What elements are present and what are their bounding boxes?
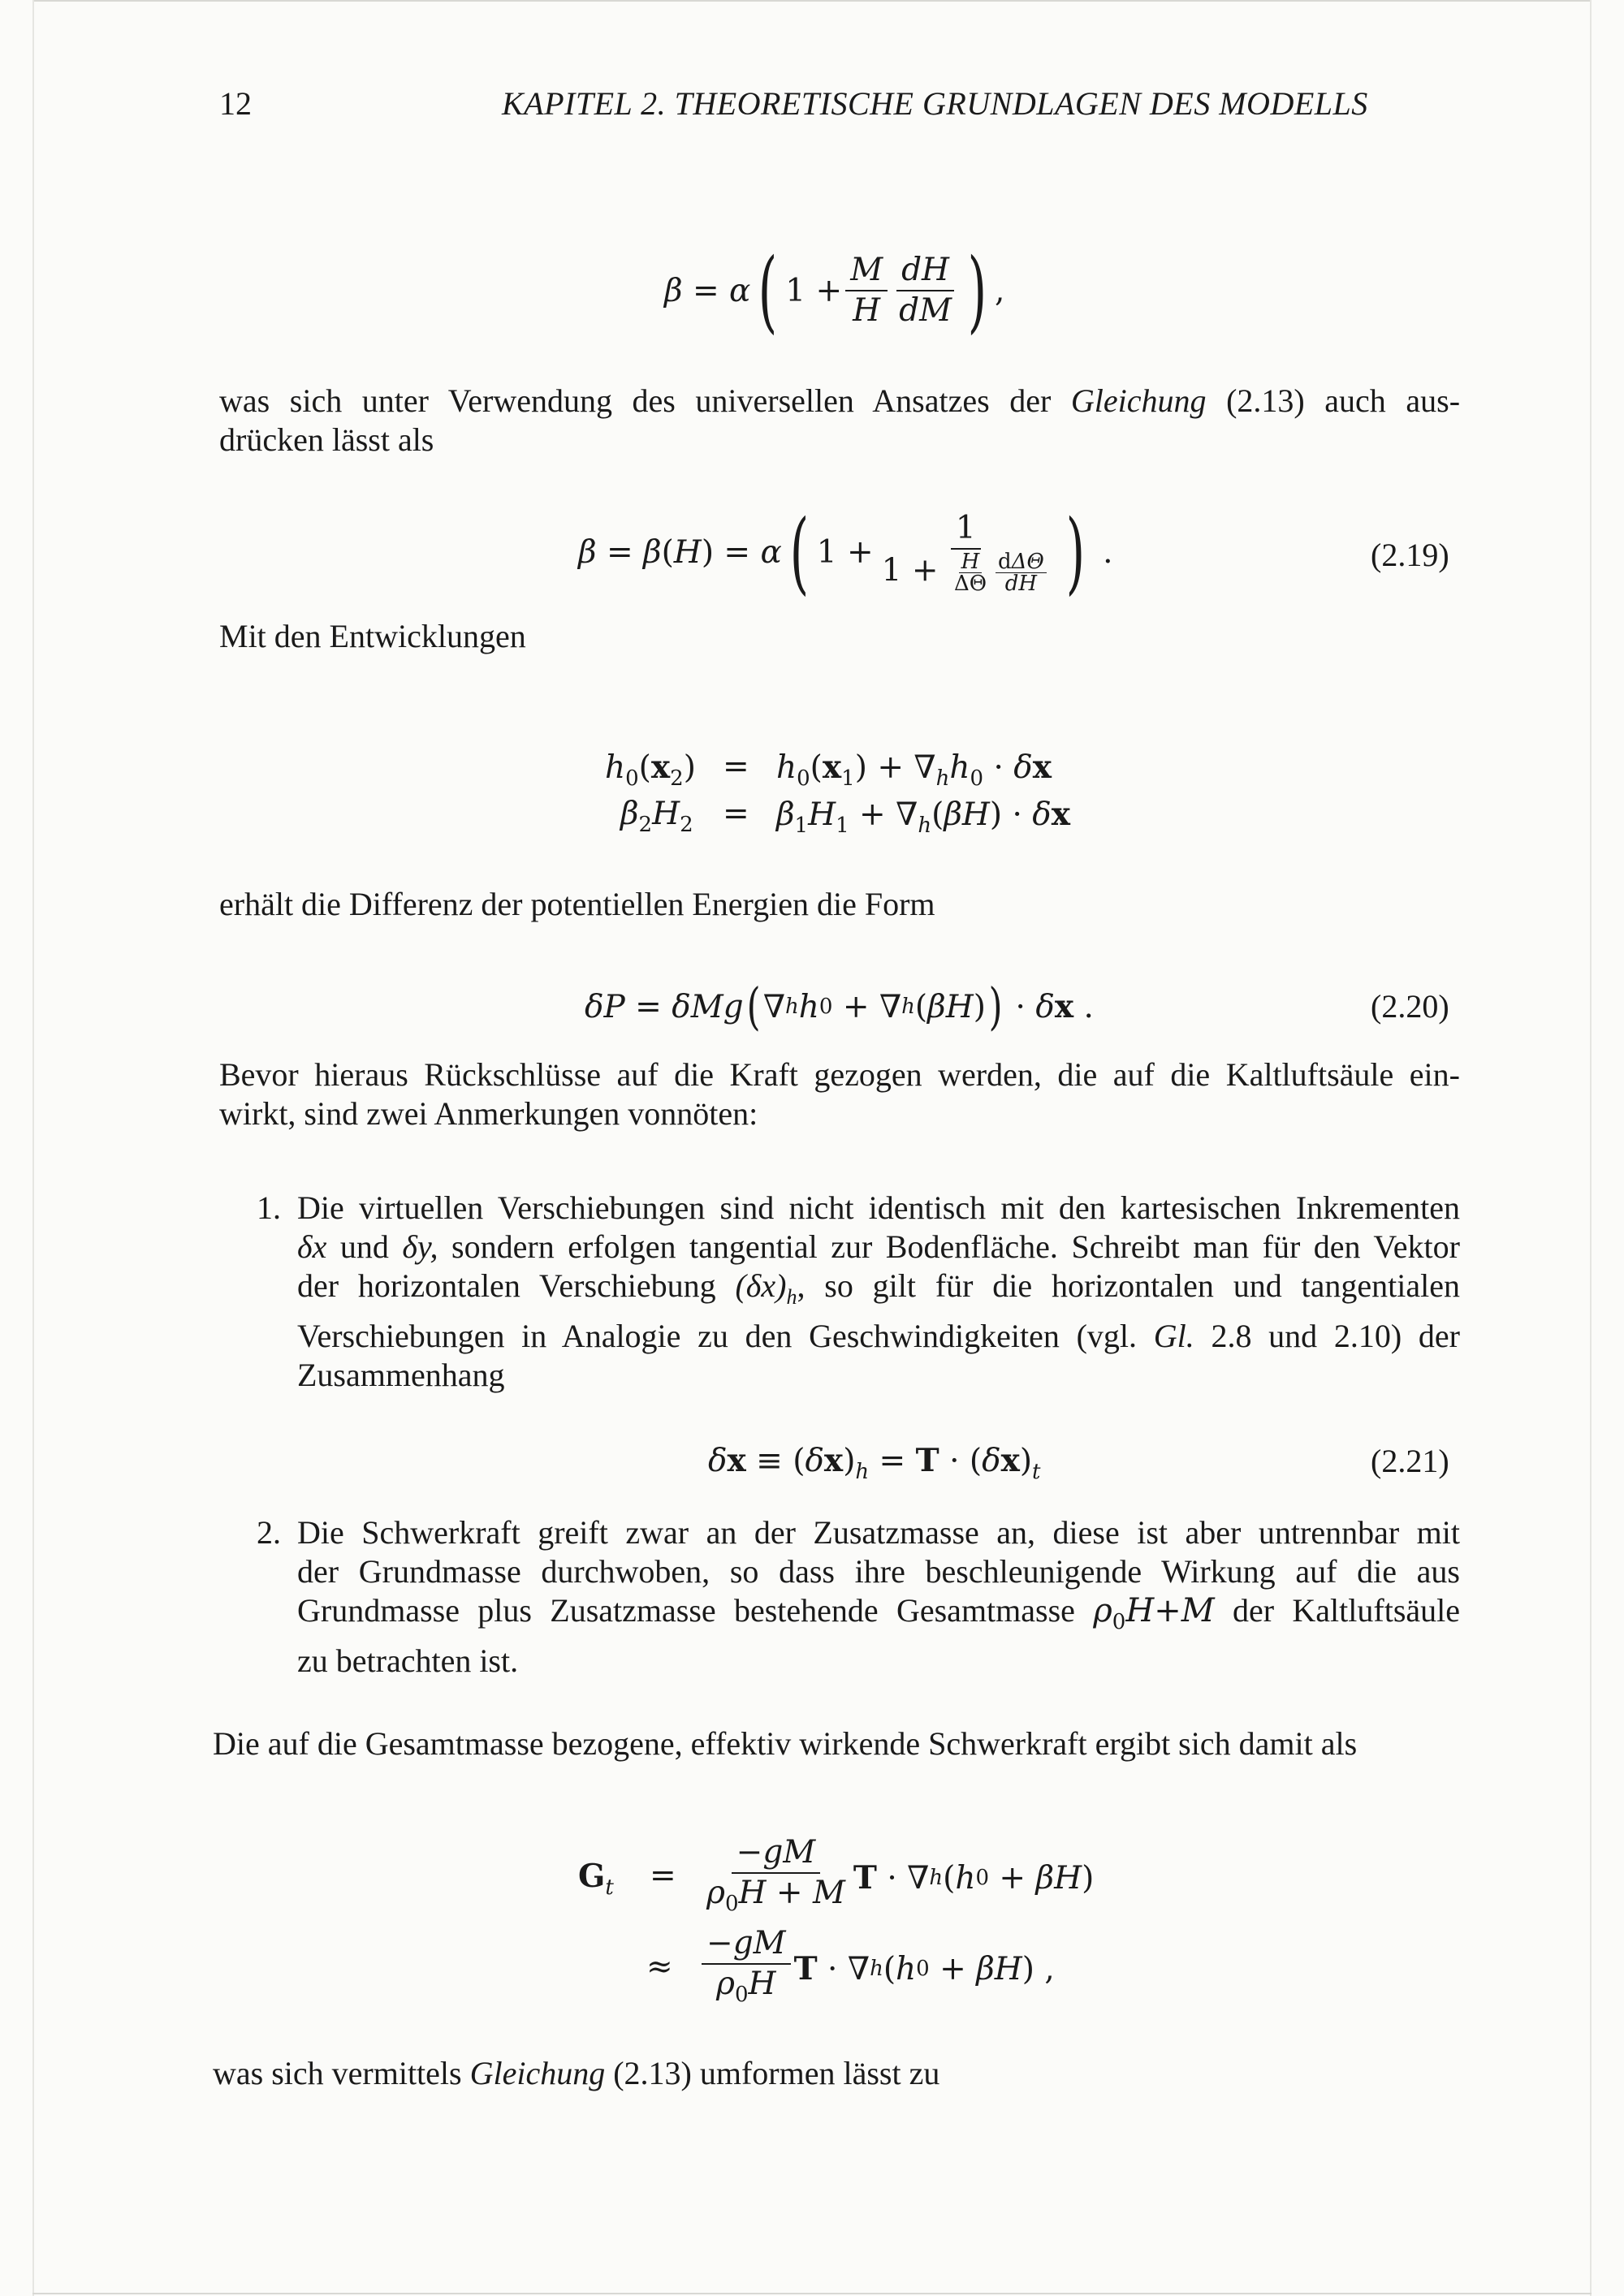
equation-gt-rhs2: $\frac{-gM}{\rho_0H}$ T · ∇ h ( h 0 + βH ) , bbox=[698, 1916, 1055, 2022]
equation-number-2-19: (2.19) bbox=[1371, 537, 1449, 573]
list-item-1: Die virtuellen Verschiebungen sind nicht identisch mit den kartesischen Inkrementen δx und δy, sondern erfolgen tangential zur Bodenfläche. Schreibt man für den Vektor der horizontalen Verschiebung $(\delta x)_h$, so gilt für die horizontalen und tangentialen Verschiebungen in Analogie zu den Geschwindigkeiten (vgl. Gl. 2.8 und 2.10) der Zusammenhang bbox=[297, 1189, 1461, 1393]
equation-gt-lhs: $G_t$ bbox=[578, 1858, 614, 1900]
equation-gt-rhs1: $\frac{-gM}{\rho_0H + M}$ T · ∇ h ( h 0 + βH ) bbox=[706, 1833, 1095, 1916]
paragraph-gesamtmasse: Die auf die Gesamtmasse bezogene, effektiv wirkende Schwerkraft ergibt sich damit als bbox=[213, 1725, 1358, 1762]
paragraph-intro-line2: drücken lässt als bbox=[219, 421, 434, 458]
equation-expansion-eq2: = bbox=[723, 796, 749, 832]
equation-expansion-beta: $\beta_2H_2$ bbox=[620, 796, 693, 837]
equation-expansion-beta-rhs: $\beta_1H_1 + \nabla_h(\beta H) \cdot \delta x$ bbox=[776, 796, 1071, 838]
equation-number-2-20: (2.20) bbox=[1371, 988, 1449, 1025]
page-number: 12 bbox=[219, 85, 252, 122]
list-item-num-1: 1. bbox=[257, 1189, 281, 1226]
paragraph-intro bbox=[219, 382, 1460, 460]
equation-expansion-h0: $h_0(x_2)$ bbox=[605, 749, 696, 791]
scan-edge-right bbox=[1590, 0, 1592, 2296]
equation-expansion-h0-rhs: $h_0(x_1) + \nabla_hh_0 \cdot \delta x$ bbox=[776, 749, 1052, 791]
list-item-2: Die Schwerkraft greift zwar an der Zusatzmasse an, diese ist aber untrennbar mit der Grundmasse durchwoben, so dass ihre beschleunigende Wirkung auf die aus Grundmasse plus Zusatzmasse bestehende Gesamtmasse $\rho_0H+M$ der Kaltluftsäule zu betrachten ist. bbox=[297, 1514, 1461, 1679]
equation-number-2-21: (2.21) bbox=[1371, 1443, 1449, 1479]
equation-2-19: β = β ( H ) = α ( 1 + 1 1 + $\frac{H}{\Delta\Theta}$ $\frac{\text{dΔΘ}}{dH}$ ) . bbox=[578, 500, 1113, 604]
scan-edge-bottom bbox=[32, 2293, 1592, 2294]
scan-edge-top bbox=[32, 0, 1592, 2]
paragraph-bevor: Bevor hieraus Rückschlüsse auf die Kraft gezogen werden, die auf die Kaltluftsäule ein- wirkt, sind zwei Anmerkungen vonnöten: bbox=[219, 1056, 1460, 1132]
paragraph-intro-line1: was sich unter Verwendung des universellen Ansatzes der Gleichung (2.13) auch aus- bbox=[219, 382, 1461, 419]
equation-gt-approx: ≈ bbox=[646, 1949, 673, 1985]
paragraph-entwicklungen: Mit den Entwicklungen bbox=[219, 618, 526, 654]
reference-gleichung: Gleichung bbox=[1070, 382, 1207, 419]
equation-expansion-eq1: = bbox=[723, 749, 749, 785]
paragraph-umformen: was sich vermittels Gleichung (2.13) umformen lässt zu bbox=[213, 2055, 940, 2091]
equation-2-20: δP = δMg ( ∇ h h 0 + ∇ h ( βH ) ) · δ x . bbox=[585, 977, 1094, 1036]
list-item-num-2: 2. bbox=[257, 1514, 281, 1551]
equation-2-21: $\delta x \equiv (\delta x)_h = T \cdot (\delta x)_t$ bbox=[708, 1442, 1041, 1484]
paragraph-differenz: erhält die Differenz der potentiellen Energien die Form bbox=[219, 886, 935, 922]
equation-beta-definition: β = α ( 1 + $\frac{M}{H}$ $\frac{dH}{dM}$ ) , bbox=[664, 239, 1005, 343]
running-title: KAPITEL 2. THEORETISCHE GRUNDLAGEN DES MODELLS bbox=[502, 85, 1368, 122]
equation-gt-eq: = bbox=[650, 1858, 676, 1894]
scan-edge-left bbox=[32, 0, 34, 2296]
